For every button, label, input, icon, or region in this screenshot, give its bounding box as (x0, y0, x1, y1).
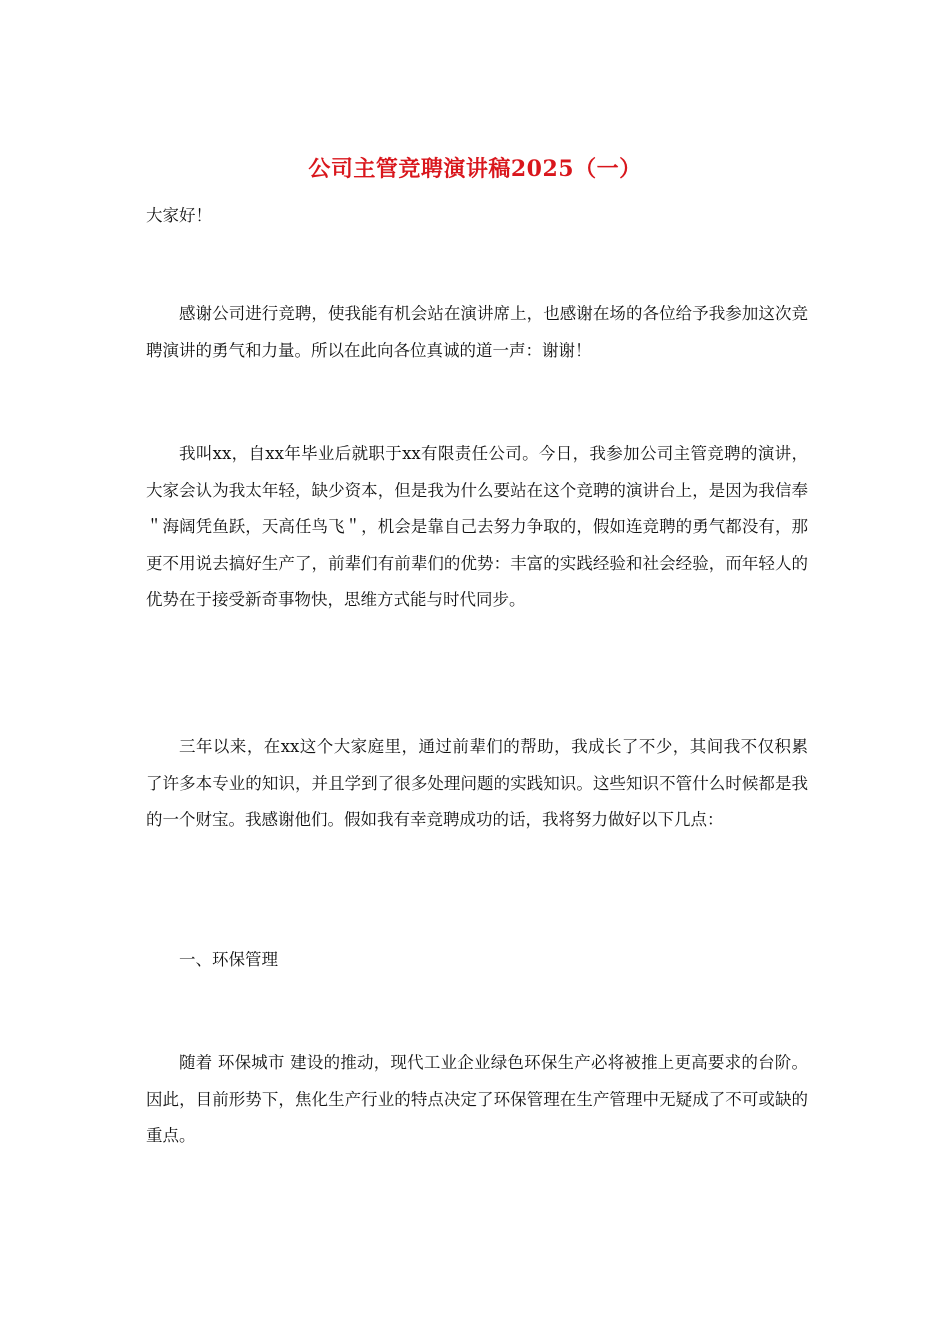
greeting-line: 大家好！ (146, 206, 212, 225)
document-title: 公司主管竞聘演讲稿2025（一） (308, 156, 642, 182)
paragraph-environmental: 随着 环保城市 建设的推动，现代工业企业绿色环保生产必将被推上更高要求的台阶。因此，目前形势下，焦化生产行业的特点决定了环保管理在生产管理中无疑成了不可或缺的重点。 (146, 1053, 808, 1145)
section-heading-environmental: 一、环保管理 (179, 950, 278, 969)
paragraph-experience: 三年以来，在xx这个大家庭里，通过前辈们的帮助，我成长了不少，其间我不仅积累了许多本专业的知识，并且学到了很多处理问题的实践知识。这些知识不管什么时候都是我的一个财宝。我感谢他们。假如我有幸竞聘成功的话，我将努力做好以下几点： (146, 737, 808, 829)
paragraph-introduction: 我叫xx，自xx年毕业后就职于xx有限责任公司。今日，我参加公司主管竞聘的演讲，大家会认为我太年轻，缺少资本，但是我为什么要站在这个竞聘的演讲台上，是因为我信奉＂海阔凭鱼跃，天高任鸟飞＂，机会是靠自己去努力争取的，假如连竞聘的勇气都没有，那更不用说去搞好生产了，前辈们有前辈们的优势：丰富的实践经验和社会经验，而年轻人的优势在于接受新奇事物快，思维方式能与时代同步。 (146, 444, 808, 609)
paragraph-thanks: 感谢公司进行竞聘，使我能有机会站在演讲席上，也感谢在场的各位给予我参加这次竞聘演讲的勇气和力量。所以在此向各位真诚的道一声：谢谢！ (146, 304, 808, 360)
